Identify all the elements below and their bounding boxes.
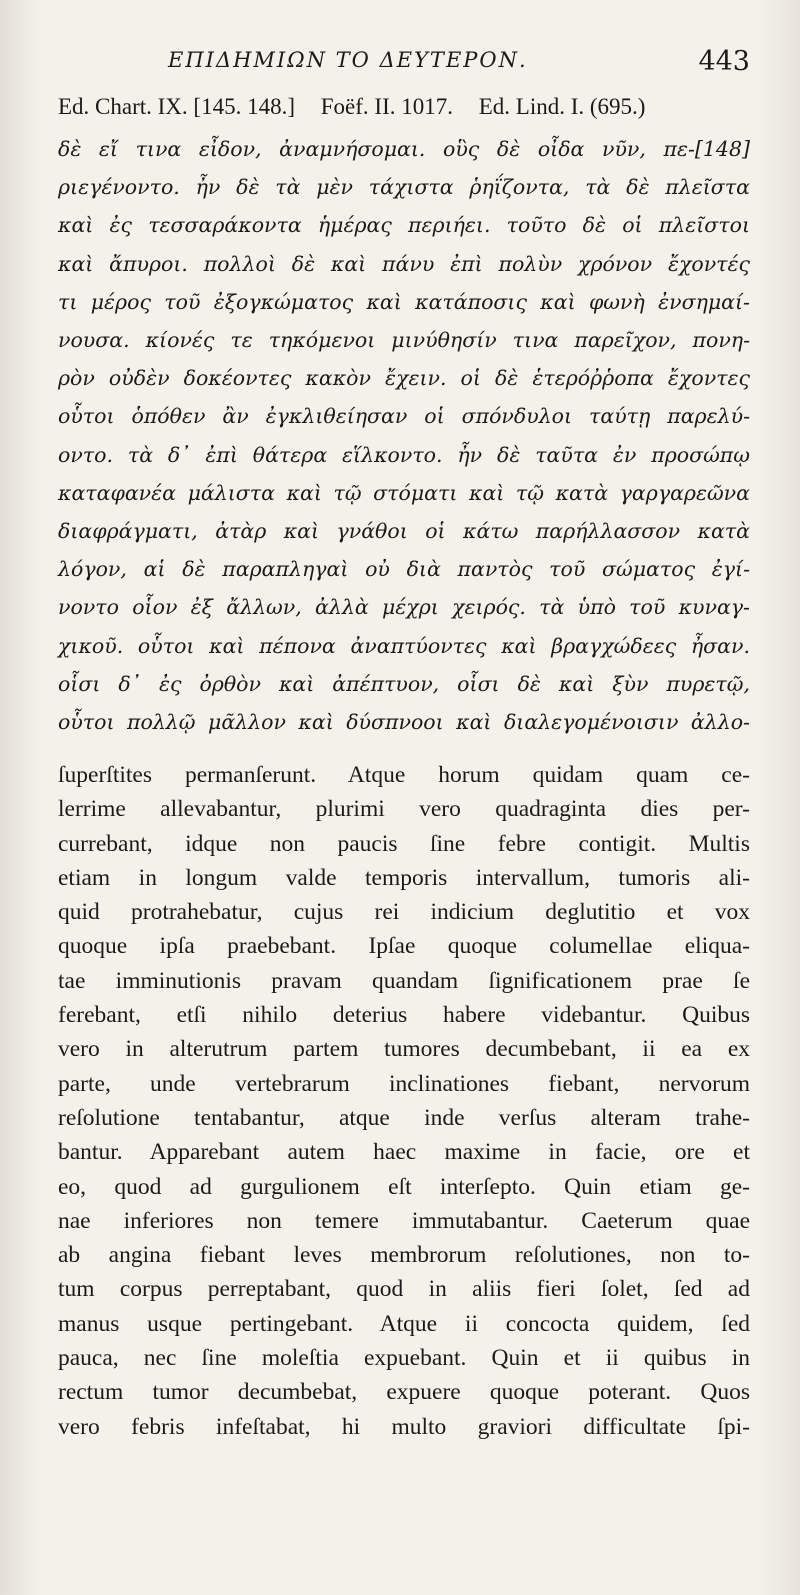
greek-line: καταφανέα μάλιστα καὶ τῷ στόματι καὶ τῷ κατὰ γαργαρεῶνα: [58, 480, 750, 505]
latin-line: vero in alterutrum partem tumores decumbebant, ii ea ex: [58, 1036, 750, 1063]
latin-line: ſuperſtites permanſerunt. Atque horum quidam quam ce-: [58, 762, 750, 788]
greek-line: τι μέρος τοῦ ἐξογκώματος καὶ κατάποσις καὶ φωνὴ ἐνσημαί-: [58, 289, 750, 314]
latin-line: pauca, nec ſine moleſtia expuebant. Quin et ii quibus in: [58, 1345, 750, 1372]
greek-line: νουσα. κίονές τε τηκόμενοι μινύθησίν τινα παρεῖχον, πονη-: [58, 328, 750, 353]
greek-line: καὶ ἄπυροι. πολλοὶ δὲ καὶ πάνυ ἐπὶ πολὺν χρόνον ἔχοντές: [58, 251, 750, 276]
latin-line: nae inferiores non temere immutabantur. Caeterum quae: [58, 1207, 750, 1234]
greek-line: ρὸν οὐδὲν δοκέοντες κακὸν ἔχειν. οἱ δὲ ἑτερόῤῥοπα ἔχοντες: [58, 366, 750, 391]
running-head: [58, 44, 750, 84]
greek-line: χικοῦ. οὗτοι καὶ πέπονα ἀναπτύοντες καὶ βραγχώδεες ἦσαν.: [58, 633, 750, 658]
greek-line: οντο. τὰ δ᾽ ἐπὶ θάτερα εἵλκοντο. ἦν δὲ ταῦτα ἐν προσώπῳ: [58, 442, 750, 467]
latin-line: vero febris infeſtabat, hi multo graviori difficultate ſpi-: [58, 1413, 750, 1440]
latin-line: ferebant, etſi nihilo deterius habere videbantur. Quibus: [58, 1002, 750, 1029]
greek-line: λόγον, αἱ δὲ παραπληγαὶ οὐ διὰ παντὸς τοῦ σώματος ἐγί-: [58, 557, 750, 582]
latin-line: tum corpus perreptabant, quod in aliis fieri ſolet, ſed ad: [58, 1276, 750, 1303]
chartier-edition-reference: Ed. Chart. IX. [145. 148.]: [58, 94, 295, 119]
greek-line: οὗτοι ὁπόθεν ἂν ἐγκλιθείησαν οἱ σπόνδυλοι ταύτῃ παρελύ-: [58, 404, 750, 429]
greek-line: ριεγένοντο. ἦν δὲ τὰ μὲν τάχιστα ῥηΐζοντα, τὰ δὲ πλεῖστα: [58, 175, 750, 200]
latin-line: rectum tumor decumbebat, expuere quoque poterant. Quos: [58, 1379, 750, 1406]
greek-text-block: [58, 130, 750, 741]
latin-line: eo, quod ad gurgulionem eſt interſepto. Quin etiam ge-: [58, 1173, 750, 1200]
latin-line: reſolutione tentabantur, atque inde verſus alteram trahe-: [58, 1104, 750, 1131]
latin-line: parte, unde vertebrarum inclinationes fiebant, nervorum: [58, 1070, 750, 1097]
latin-line: tae imminutionis pravam quandam ſignificationem prae ſe: [58, 967, 750, 994]
greek-line: οὗτοι πολλῷ μᾶλλον καὶ δύσπνοοι καὶ διαλεγομένοισιν ἀλλο-: [58, 710, 750, 735]
foes-edition-reference: Foëf. II. 1017.: [320, 94, 453, 119]
latin-line: manus usque pertingebant. Atque ii concocta quidem, ſed: [58, 1310, 750, 1337]
latin-line: ab angina fiebant leves membrorum reſolutiones, non to-: [58, 1242, 750, 1269]
latin-line: currebant, idque non paucis ſine febre contigit. Multis: [58, 830, 750, 857]
latin-line: quid protrahebatur, cujus rei indicium deglutitio et vox: [58, 899, 750, 926]
greek-line: οἷσι δ᾽ ἐς ὀρθὸν καὶ ἀπέπτυον, οἷσι δὲ καὶ ξὺν πυρετῷ,: [58, 671, 750, 696]
latin-translation-block: [58, 758, 750, 1444]
running-title: ΕΠΙΔΗΜΙΩΝ ΤΟ ΔΕΥΤΕΡΟΝ.: [168, 48, 528, 72]
latin-line: etiam in longum valde temporis intervallum, tumoris ali-: [58, 864, 750, 891]
edition-reference-line: [58, 94, 750, 120]
latin-line: quoque ipſa praebebant. Ipſae quoque columellae eliqua-: [58, 933, 750, 960]
greek-line: διαφράγματι, ἀτὰρ καὶ γνάθοι οἱ κάτω παρήλλασσον κατὰ: [58, 519, 750, 544]
greek-line: νοντο οἷον ἐξ ἄλλων, ἀλλὰ μέχρι χειρός. τὰ ὑπὸ τοῦ κυναγ-: [58, 595, 750, 620]
greek-line: δὲ εἴ τινα εἶδον, ἀναμνήσομαι. οὓς δὲ οἶδα νῦν, πε-[148]: [58, 137, 750, 161]
linden-edition-reference: Ed. Lind. I. (695.): [478, 94, 646, 119]
greek-line: καὶ ἐς τεσσαράκοντα ἡμέρας περιήει. τοῦτο δὲ οἱ πλεῖστοι: [58, 213, 750, 238]
latin-line: lerrime allevabantur, plurimi vero quadraginta dies per-: [58, 796, 750, 823]
page-number: 443: [698, 46, 750, 77]
latin-line: bantur. Apparebant autem haec maxime in facie, ore et: [58, 1139, 750, 1166]
